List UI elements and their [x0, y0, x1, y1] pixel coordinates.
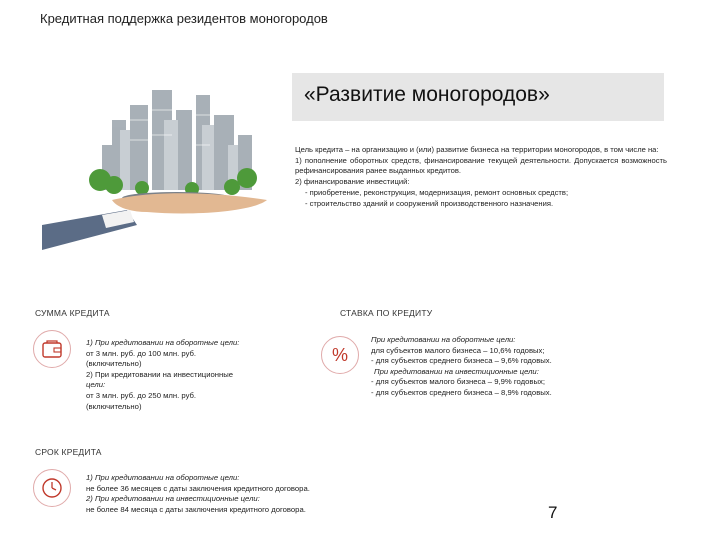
- description-line: Цель кредита – на организацию и (или) развитие бизнеса на территории моногородов, в том числе на:: [295, 145, 659, 154]
- term-heading: СРОК КРЕДИТА: [35, 447, 102, 457]
- term-details: [86, 473, 416, 515]
- sum-line: 2) При кредитовании на инвестиционные: [86, 369, 234, 379]
- description-line: - приобретение, реконструкция, модернизация, ремонт основных средств;: [305, 187, 569, 197]
- sum-line: от 3 млн. руб. до 100 млн. руб.: [86, 348, 197, 358]
- rate-heading: СТАВКА ПО КРЕДИТУ: [340, 308, 433, 318]
- wallet-icon: [33, 330, 71, 368]
- term-line: 2) При кредитовании на инвестиционные цели:: [86, 494, 260, 504]
- description-line: - строительство зданий и сооружений производственного назначения.: [305, 198, 554, 208]
- sum-heading: СУММА КРЕДИТА: [35, 308, 110, 318]
- sum-line: цели:: [86, 380, 106, 390]
- rate-line: - для субъектов среднего бизнеса – 9,6% годовых.: [371, 356, 552, 366]
- sum-line: (включительно): [86, 401, 142, 411]
- program-title: «Развитие моногородов»: [304, 83, 550, 106]
- rate-line: - для субъектов малого бизнеса – 9,9% годовых;: [371, 377, 545, 387]
- sum-line: (включительно): [86, 359, 142, 369]
- description-line: 2) финансирование инвестиций:: [295, 177, 410, 187]
- clock-icon: [33, 469, 71, 507]
- term-line: не более 84 месяца с даты заключения кредитного договора.: [86, 504, 306, 514]
- rate-line: При кредитовании на инвестиционные цели:: [374, 366, 539, 376]
- percent-icon-glyph: %: [331, 344, 348, 365]
- description-line: 1) пополнение оборотных средств, финансирование текущей деятельности. Допускается возможность рефинансирования ранее выданных кредитов.: [295, 155, 667, 176]
- sum-line: 1) При кредитовании на оборотные цели:: [86, 338, 240, 347]
- rate-details: [371, 335, 671, 399]
- term-line: не более 36 месяцев с даты заключения кредитного договора.: [86, 483, 310, 493]
- page-number: 7: [548, 503, 558, 522]
- sum-details: [86, 338, 296, 412]
- rate-line: для субъектов малого бизнеса – 10,6% годовых;: [371, 345, 545, 355]
- percent-icon: [321, 336, 359, 374]
- term-line: 1) При кредитовании на оборотные цели:: [86, 473, 240, 482]
- rate-line: - для субъектов среднего бизнеса – 8,9% годовых.: [371, 387, 552, 397]
- city-in-hand-illustration: [42, 50, 282, 280]
- sum-line: от 3 млн. руб. до 250 млн. руб.: [86, 390, 197, 400]
- page-header-title: Кредитная поддержка резидентов моногородов: [40, 11, 328, 26]
- program-title-box: [292, 73, 664, 121]
- credit-purpose-description: [295, 145, 667, 209]
- rate-line: При кредитовании на оборотные цели:: [371, 335, 516, 344]
